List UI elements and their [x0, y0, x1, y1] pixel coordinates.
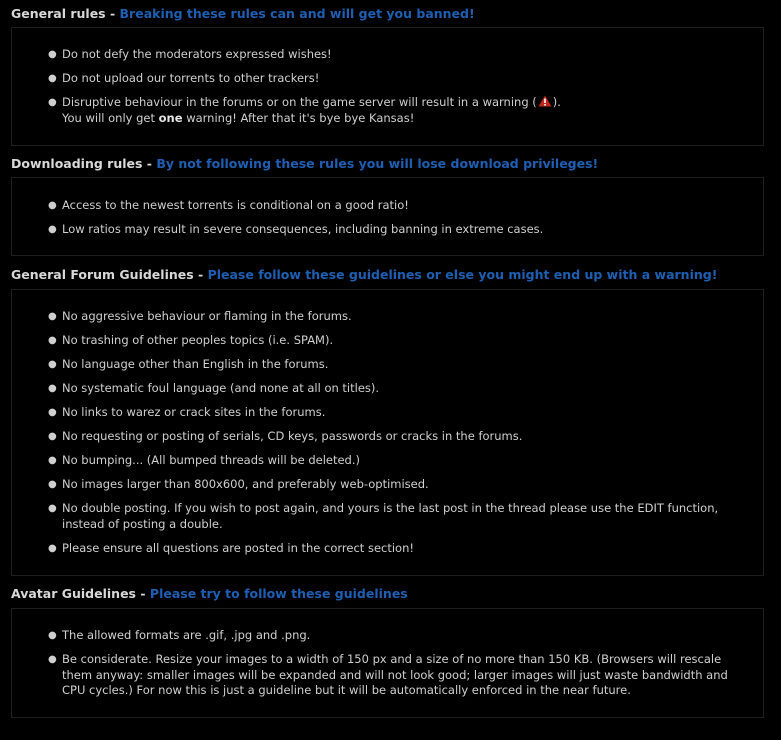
list-item: ● Please ensure all questions are posted in the correct section! [48, 541, 414, 555]
section-title: Downloading rules [11, 156, 143, 171]
list-item: ● No double posting. If you wish to post again, and yours is the last post in the thread please use the EDIT function, instead of posting a double. [48, 501, 719, 531]
section-separator: - [136, 586, 150, 601]
list-item: ● Access to the newest torrents is conditional on a good ratio! [48, 198, 409, 212]
list-item: ● No systematic foul language (and none at all on titles). [48, 381, 380, 395]
bullet-icon: ● [48, 224, 57, 235]
section-subtitle: Please follow these guidelines or else you might end up with a warning! [207, 267, 718, 282]
section-subtitle: Breaking these rules can and will get you banned! [119, 6, 475, 21]
bullet-icon: ● [48, 503, 57, 514]
warning-icon [538, 95, 552, 107]
list-item: ● Be considerate. Resize your images to a width of 150 px and a size of no more than 150 KB. (Browsers will rescale them anyway: smaller images will be expanded and will not look good; larger images will just waste bandwidth and CPU cycles.) For now this is just a guideline but it will be automatically enforced in the near future. [48, 652, 728, 697]
list-item: ● The allowed formats are .gif, .jpg and .png. [48, 628, 311, 642]
bullet-icon: ● [48, 543, 57, 554]
list-item: ● No trashing of other peoples topics (i.e. SPAM). [48, 333, 334, 347]
bullet-icon: ● [48, 455, 57, 466]
section-separator: - [193, 267, 208, 282]
bullet-icon: ● [48, 73, 57, 84]
list-item: ● No images larger than 800x600, and preferably web-optimised. [48, 477, 429, 491]
rules-box-general-rules [11, 27, 764, 146]
section-heading-downloading-rules [11, 156, 598, 171]
bullet-icon: ● [48, 431, 57, 442]
list-item: ● Low ratios may result in severe consequences, including banning in extreme cases. [48, 222, 544, 236]
bullet-icon: ● [48, 200, 57, 211]
section-separator: - [142, 156, 157, 171]
section-title: General Forum Guidelines [11, 267, 194, 282]
section-subtitle: By not following these rules you will lose download privileges! [156, 156, 599, 171]
bullet-icon: ● [48, 479, 57, 490]
section-separator: - [105, 6, 120, 21]
bullet-icon: ● [48, 49, 57, 60]
bullet-icon: ● [48, 383, 57, 394]
rules-box-forum-guidelines [11, 289, 764, 576]
rules-box-avatar-guidelines [11, 608, 764, 718]
bullet-icon: ● [48, 407, 57, 418]
list-item: ● No requesting or posting of serials, CD keys, passwords or cracks in the forums. [48, 429, 523, 443]
rules-box-downloading-rules [11, 177, 764, 256]
list-item: ● No language other than English in the forums. [48, 357, 329, 371]
list-item: ● No links to warez or crack sites in the forums. [48, 405, 326, 419]
list-item: ● Do not upload our torrents to other trackers! [48, 71, 320, 85]
section-title: General rules [11, 6, 106, 21]
list-item: ● No bumping... (All bumped threads will be deleted.) [48, 453, 361, 467]
bullet-icon: ● [48, 359, 57, 370]
section-heading-general-rules [11, 6, 475, 21]
list-item: ● Do not defy the moderators expressed wishes! [48, 47, 332, 61]
list-item: ● No aggressive behaviour or flaming in the forums. [48, 309, 352, 323]
bullet-icon: ● [48, 311, 57, 322]
bullet-icon: ● [48, 630, 57, 641]
bullet-icon: ● [48, 654, 57, 665]
section-title: Avatar Guidelines [11, 586, 136, 601]
section-subtitle: Please try to follow these guidelines [149, 586, 408, 601]
list-item: ● Disruptive behaviour in the forums or on the game server will result in a warning ( ). You will only get one warning! After that it's bye bye Kansas! [48, 95, 561, 125]
bullet-icon: ● [48, 97, 57, 108]
section-heading-forum-guidelines [11, 267, 717, 282]
section-heading-avatar-guidelines [11, 586, 408, 601]
bullet-icon: ● [48, 335, 57, 346]
